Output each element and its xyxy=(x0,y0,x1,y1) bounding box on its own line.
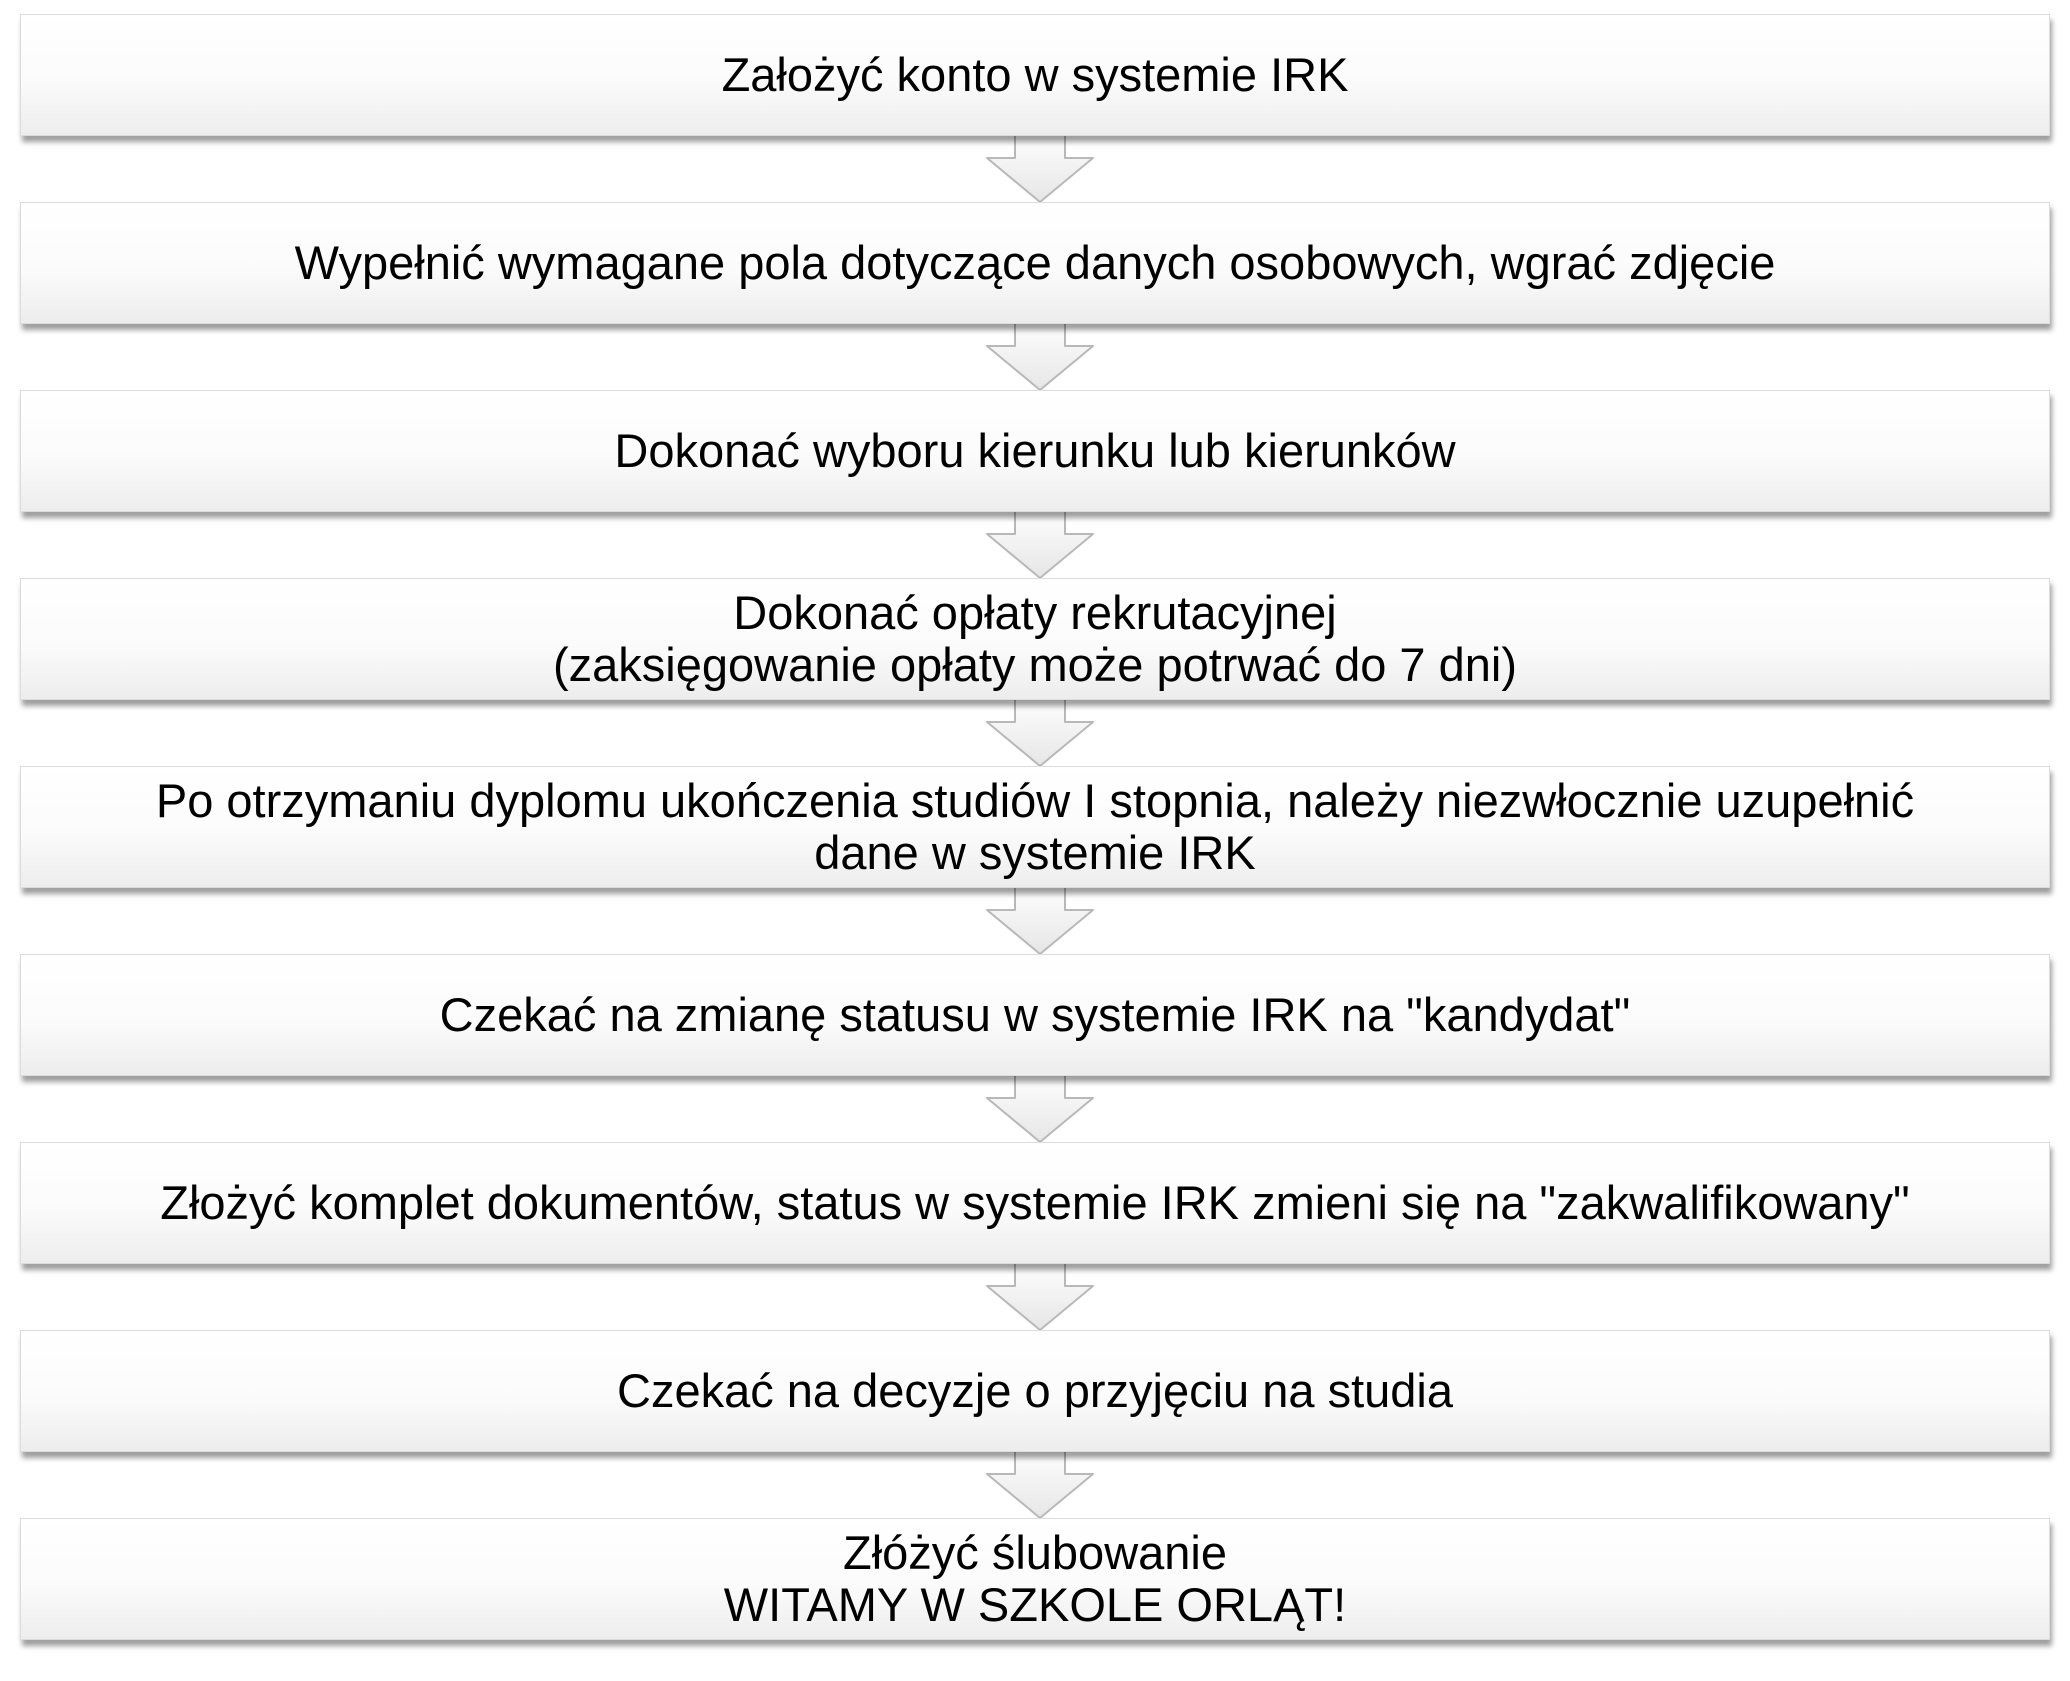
down-arrow-icon xyxy=(985,1446,1095,1518)
step-9-box xyxy=(20,1518,2050,1640)
step-3-box xyxy=(20,390,2050,512)
down-arrow-icon xyxy=(985,318,1095,390)
step-1-box xyxy=(20,14,2050,136)
step-6-label: Czekać na zmianę statusu w systemie IRK na "kandydat" xyxy=(439,988,1631,1041)
step-1-label: Założyć konto w systemie IRK xyxy=(721,48,1349,101)
down-arrow-icon xyxy=(985,506,1095,578)
step-2-box xyxy=(20,202,2050,324)
down-arrow-icon xyxy=(985,694,1095,766)
step-3-label: Dokonać wyboru kierunku lub kierunków xyxy=(614,424,1456,477)
step-9-label: Złóżyć ślubowanie WITAMY W SZKOLE ORLĄT! xyxy=(723,1526,1347,1631)
step-5-box xyxy=(20,766,2050,888)
step-4-label: Dokonać opłaty rekrutacyjnej (zaksięgowanie opłaty może potrwać do 7 dni) xyxy=(552,586,1517,691)
step-7-label: Złożyć komplet dokumentów, status w systemie IRK zmieni się na "zakwalifikowany" xyxy=(160,1176,1910,1229)
step-8-label: Czekać na decyzje o przyjęciu na studia xyxy=(617,1364,1453,1417)
down-arrow-icon xyxy=(985,1258,1095,1330)
down-arrow-icon xyxy=(985,130,1095,202)
step-5-label: Po otrzymaniu dyplomu ukończenia studiów I stopnia, należy niezwłocznie uzupełnić dane w systemie IRK xyxy=(155,774,1915,879)
down-arrow-icon xyxy=(985,1070,1095,1142)
step-2-label: Wypełnić wymagane pola dotyczące danych osobowych, wgrać zdjęcie xyxy=(294,236,1776,289)
step-6-box xyxy=(20,954,2050,1076)
step-4-box xyxy=(20,578,2050,700)
down-arrow-icon xyxy=(985,882,1095,954)
step-7-box xyxy=(20,1142,2050,1264)
step-8-box xyxy=(20,1330,2050,1452)
